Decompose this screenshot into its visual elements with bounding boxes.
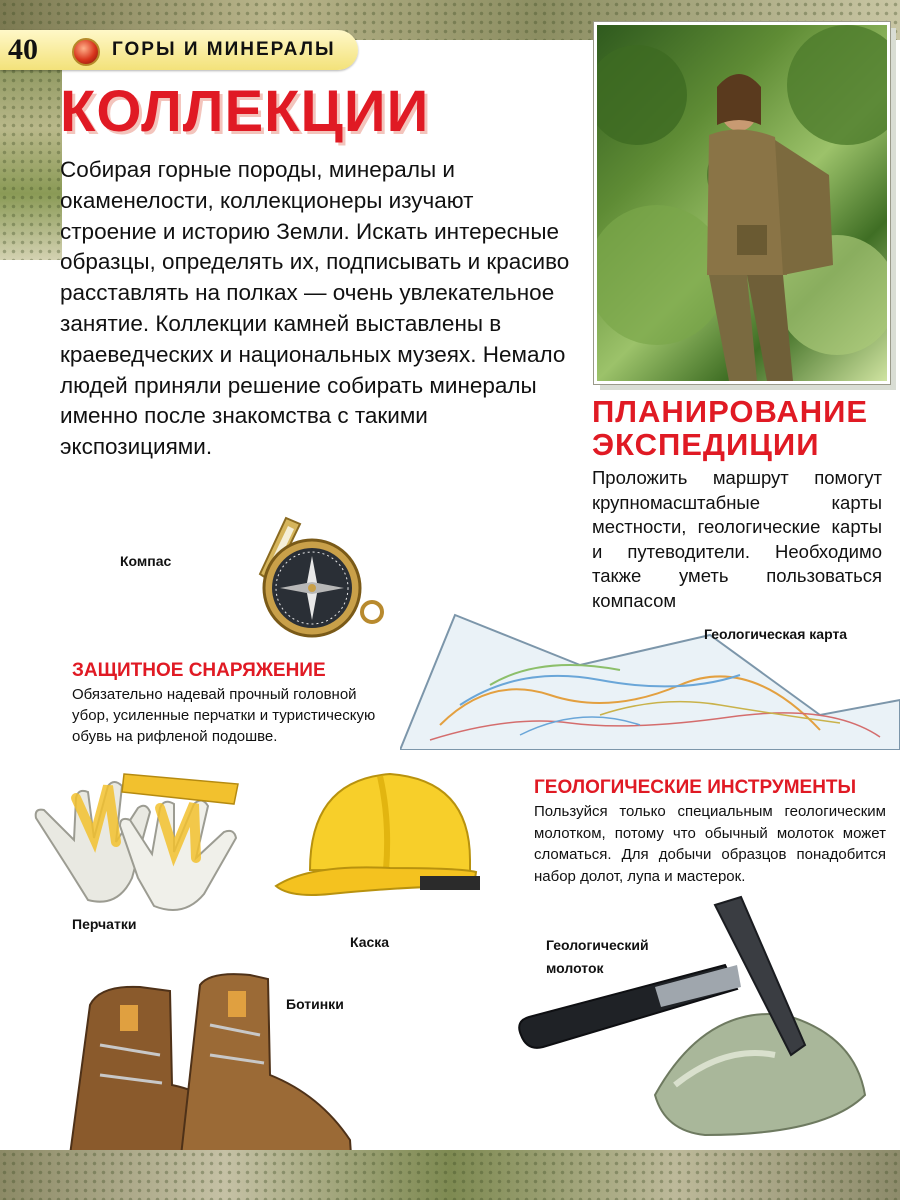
compass-icon bbox=[240, 512, 400, 642]
tools-text: Пользуйся только специальным геологическим молотком, потому что обычный молоток может сломаться. Для добычи образцов понадобится набор долот, лупа и мастерок. bbox=[534, 803, 886, 885]
page-number: 40 bbox=[8, 33, 38, 66]
geologist-photo bbox=[594, 22, 890, 384]
gloves-icon bbox=[28, 768, 252, 918]
compass-label: Компас bbox=[120, 553, 172, 569]
bottom-background-strip bbox=[0, 1150, 900, 1200]
intro-paragraph: Собирая горные породы, минералы и окаменелости, коллекционеры изучают строение и историю Земли. Искать интересные образцы, определять их, подписывать и красиво расставлять на полках — очень увлекательное занятие. Коллекции камней выставлены в краеведческих и национальных музеях. Немало людей приняли решение собирать минералы именно после знакомства с такими экспозициями. bbox=[60, 157, 570, 460]
tools-title: ГЕОЛОГИЧЕСКИЕ ИНСТРУМЕНТЫ bbox=[534, 777, 857, 798]
header-emblem-icon bbox=[72, 38, 100, 66]
protective-title: ЗАЩИТНОЕ СНАРЯЖЕНИЕ bbox=[72, 660, 326, 681]
protective-text: Обязательно надевай прочный головной убор, усиленные перчатки и туристическую обувь на рифленой подошве. bbox=[72, 686, 376, 745]
helmet-label: Каска bbox=[350, 934, 390, 950]
left-background-strip bbox=[0, 40, 62, 260]
planning-text: Проложить маршрут помогут крупномасштабные карты местности, геологические карты и путеводители. Необходимо также уметь пользоваться компасом bbox=[592, 467, 882, 611]
page-title: КОЛЛЕКЦИИ bbox=[60, 79, 430, 144]
planning-title: ПЛАНИРОВАНИЕ ЭКСПЕДИЦИИ bbox=[592, 394, 869, 462]
hammer-icon bbox=[505, 895, 885, 1140]
gloves-label: Перчатки bbox=[72, 916, 137, 932]
photo-scene bbox=[597, 25, 887, 381]
hammer-label: Геологический молоток bbox=[546, 937, 649, 976]
map-label: Геологическая карта bbox=[704, 626, 848, 642]
helmet-icon bbox=[270, 760, 490, 910]
boots-label: Ботинки bbox=[286, 996, 344, 1012]
section-title: ГОРЫ И МИНЕРАЛЫ bbox=[112, 39, 336, 60]
